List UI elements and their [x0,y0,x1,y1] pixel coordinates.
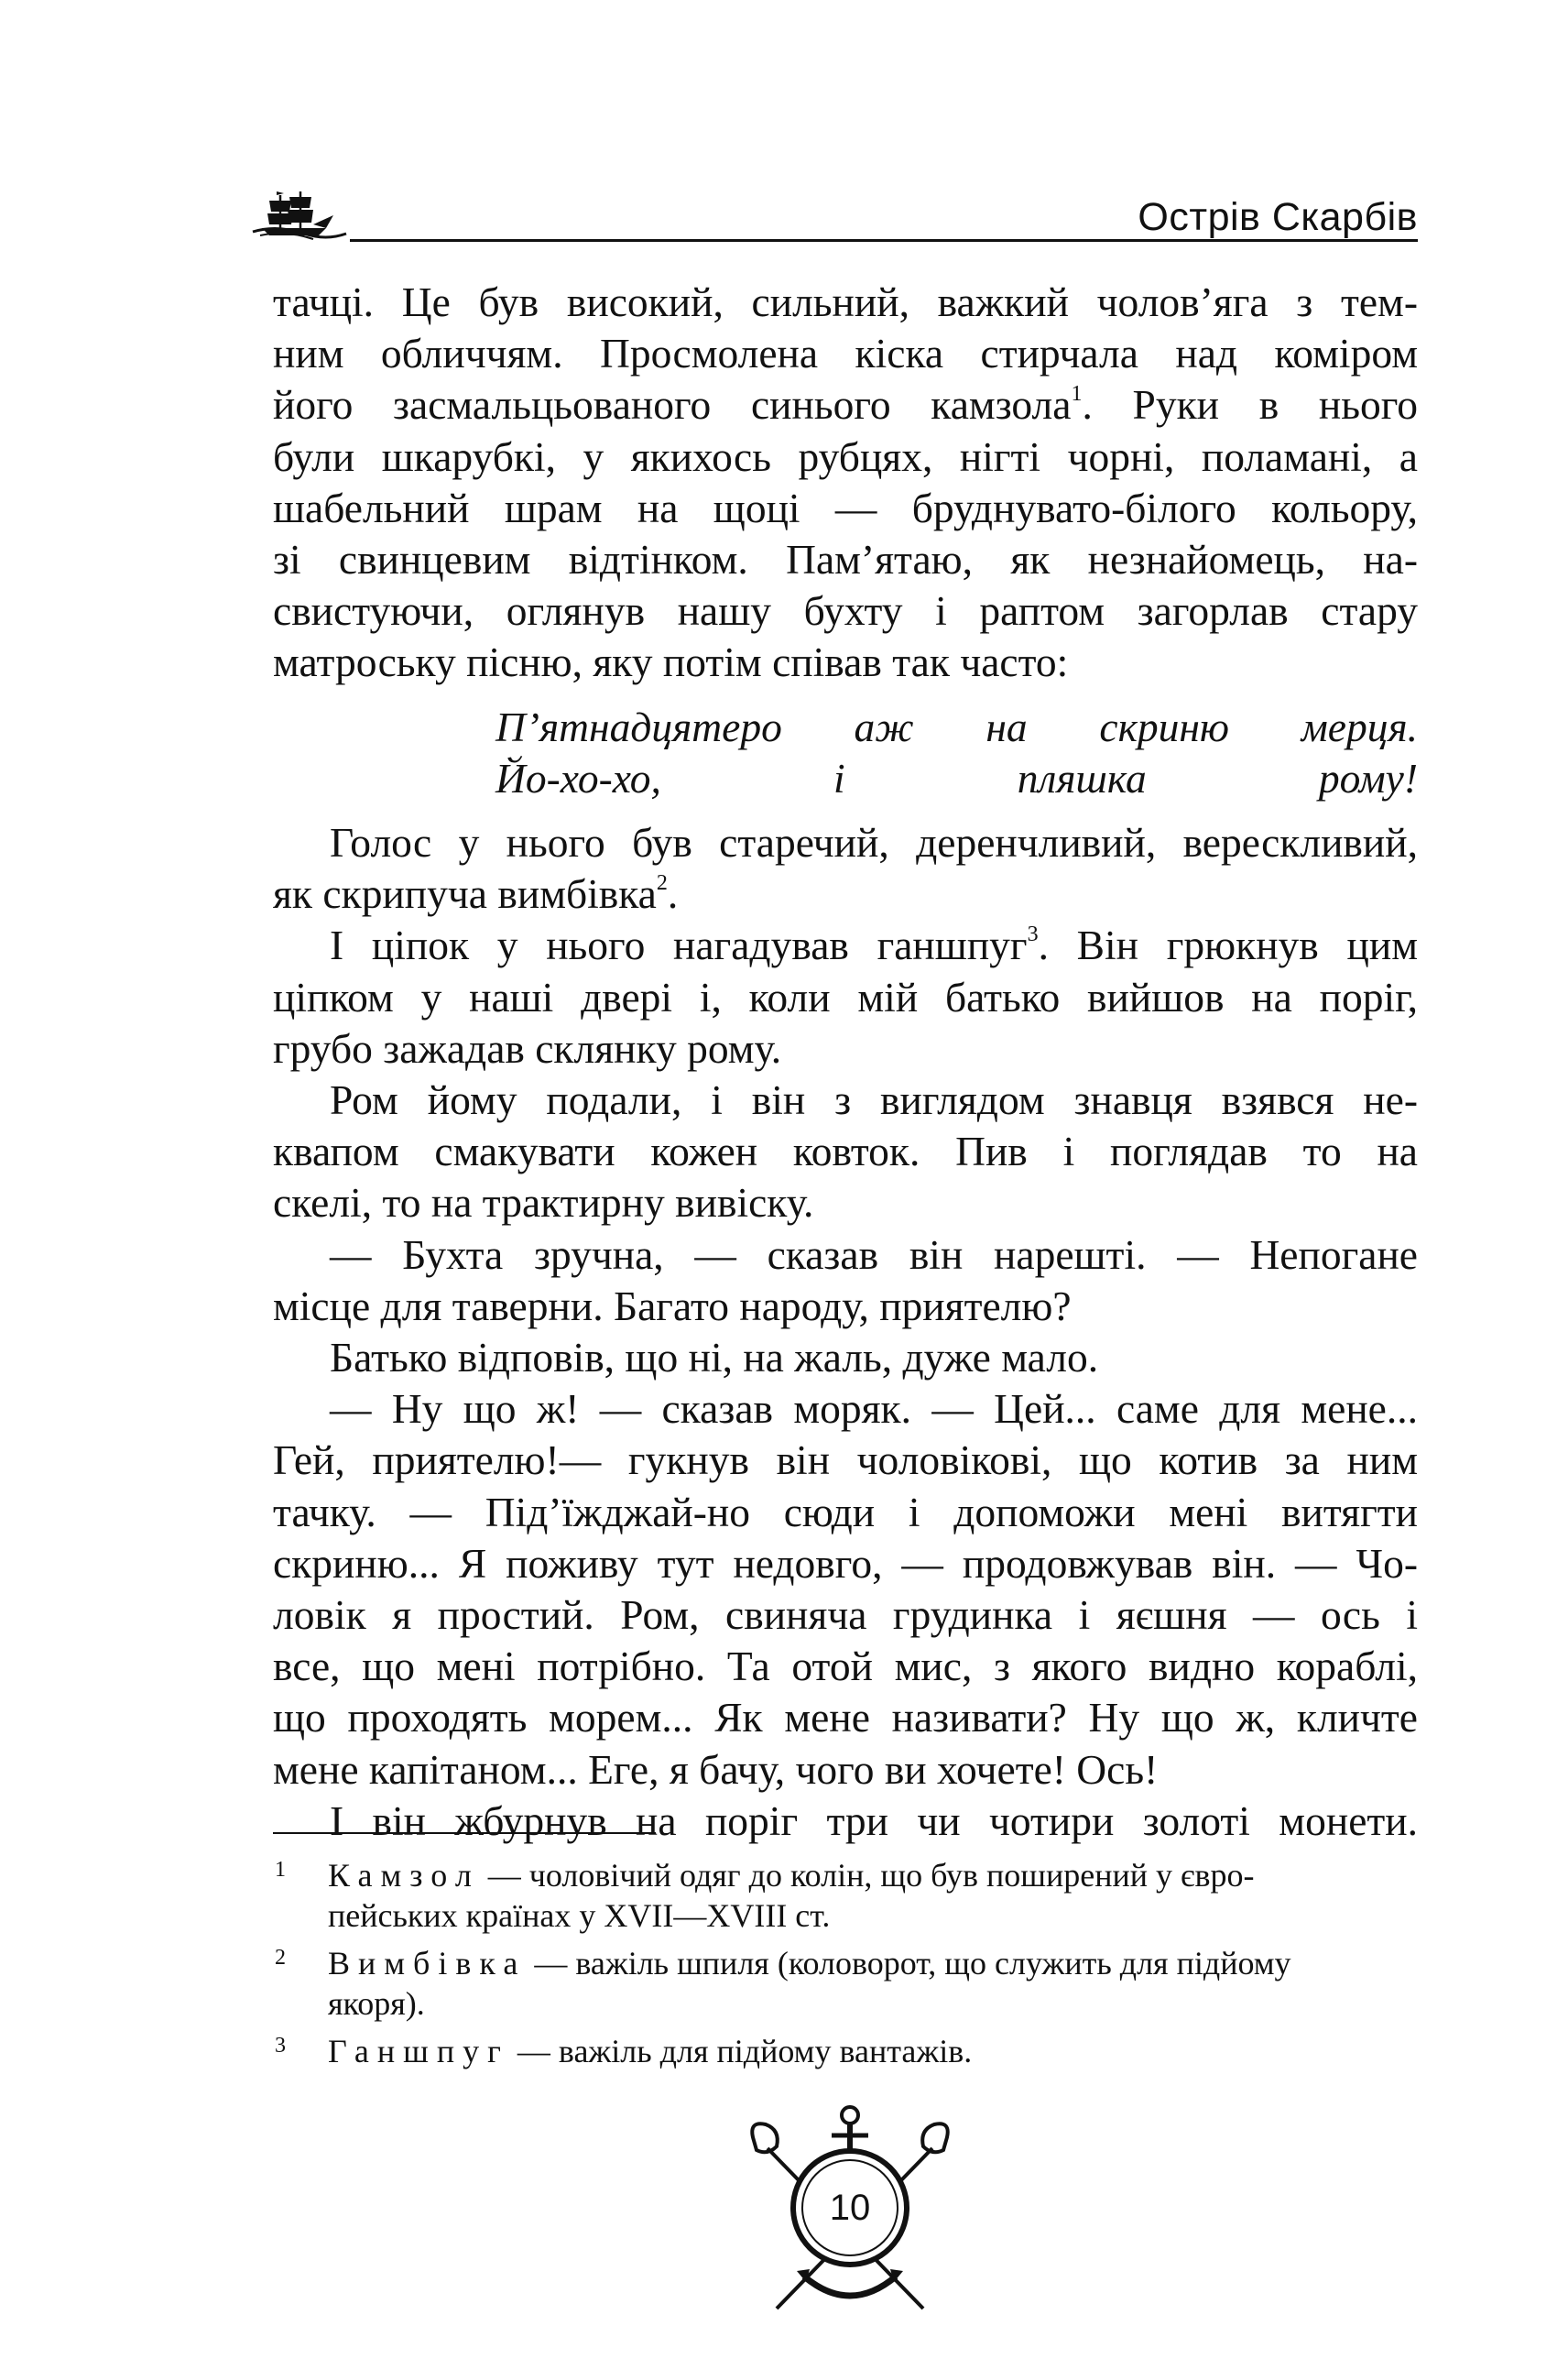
paragraph-line: ціпком у наші двері і, коли мій батько вийшов на поріг, [273,973,1418,1021]
paragraph-line: все, що мені потрібно. Та отой мис, з якого видно кораблі, [273,1643,1418,1690]
paragraph-line: тачку. — Під’їжджай-но сюди і допоможи мені витягти [273,1488,1418,1535]
page-header [249,188,1418,243]
paragraph-line: — Ну що ж! — сказав моряк. — Цей... саме для мене... [330,1385,1418,1433]
page-number: 10 [829,2188,871,2228]
footnote-term: Вимбівка [328,1945,527,1982]
verse-line: Йо-хо-хо, і пляшка рому! [495,754,1418,802]
paragraph-line: квапом смакувати кожен ковток. Пив і поглядав то на [273,1128,1418,1175]
paragraph-line: Гей, приятелю!— гукнув він чоловікові, що котив за ним [273,1436,1418,1484]
paragraph-line: були шкарубкі, у якихось рубцях, нігті чорні, поламані, а [273,432,1418,480]
song-verse [273,702,1418,804]
footnote-number: 2 [275,1946,286,1970]
footnote-rule [273,1832,656,1834]
footnote-term: Камзол [328,1857,480,1894]
footnote: 1 Камзол — чоловічий одяг до колін, що був поширений у євро- пейських країнах у XVII—XVIII ст. [273,1855,1418,1936]
paragraph-line: скелі, то на трактирну вивіску. [273,1179,814,1227]
footnote-number: 1 [275,1858,286,1882]
paragraph-line: матроську пісню, яку потім співав так часто: [273,639,1069,686]
paragraph-line: ловік я простий. Ром, свиняча грудинка і яєшня — ось і [273,1591,1418,1639]
footnote-ref: 3 [1027,923,1039,947]
footnote-ref: 2 [656,871,668,896]
paragraph-line: І він жбурнув на поріг три чи чотири золоті монети. [330,1796,1418,1844]
paragraph-line: Батько відповів, що ні, на жаль, дуже мало. [330,1334,1099,1381]
paragraph-line: грубо зажадав склянку рому. [273,1024,782,1072]
paragraph-line: як скрипуча вимбівка$^2$. [273,870,679,918]
paragraph: тачці. Це був високий, сильний, важкий чолов’яга з тем- [273,278,1418,325]
footnote-ref: 1 [1071,382,1083,407]
paragraph-line: свистуючи, оглянув нашу бухту і раптом загорлав стару [273,587,1418,635]
paragraph-line: що проходять морем... Як мене називати? Ну що ж, кличте [273,1694,1418,1741]
body-text [273,277,1418,1847]
verse-line: П’ятнадцятеро аж на скриню мерця. [495,703,1418,750]
footnote: 2 Вимбівка — важіль шпиля (коловорот, що служить для підйому якоря). [273,1943,1418,2024]
paragraph-line: його засмальцьованого синього камзола$^1$. Руки в нього [273,381,1419,429]
footnotes [273,1855,1418,2079]
paragraph-line: Голос у нього був старечий, деренчливий, верескливий, [330,819,1418,867]
paragraph-line: місце для таверни. Багато народу, приятелю? [273,1282,1072,1329]
paragraph-line: шабельний шрам на щоці — бруднувато-білого кольору, [273,484,1418,531]
paragraph-line: скриню... Я поживу тут недовго, — продовжував він. — Чо- [273,1539,1418,1587]
paragraph-line: ним обличчям. Просмолена кіска стирчала над коміром [273,330,1418,377]
paragraph-line: — Бухта зручна, — сказав він нарешті. — Непогане [330,1230,1418,1278]
paragraph-line: зі свинцевим відтінком. Пам’ятаю, як незнайомець, на- [273,536,1418,584]
footnote-number: 3 [275,2034,286,2058]
paragraph-line: І ціпок у нього нагадував ганшпуг$^3$. Він грюкнув цим [330,922,1418,969]
footnote-term: Ганшпуг [328,2033,509,2069]
ship-icon [249,188,348,245]
running-title: Острів Скарбів [1138,195,1418,239]
header-rule [350,239,1418,242]
footnote: 3 Ганшпуг — важіль для підйому вантажів. [273,2031,1418,2071]
paragraph-line: Ром йому подали, і він з виглядом знавця взявся не- [330,1076,1418,1124]
paragraph-line: мене капітаном... Еге, я бачу, чого ви хочете! Ось! [273,1745,1159,1793]
